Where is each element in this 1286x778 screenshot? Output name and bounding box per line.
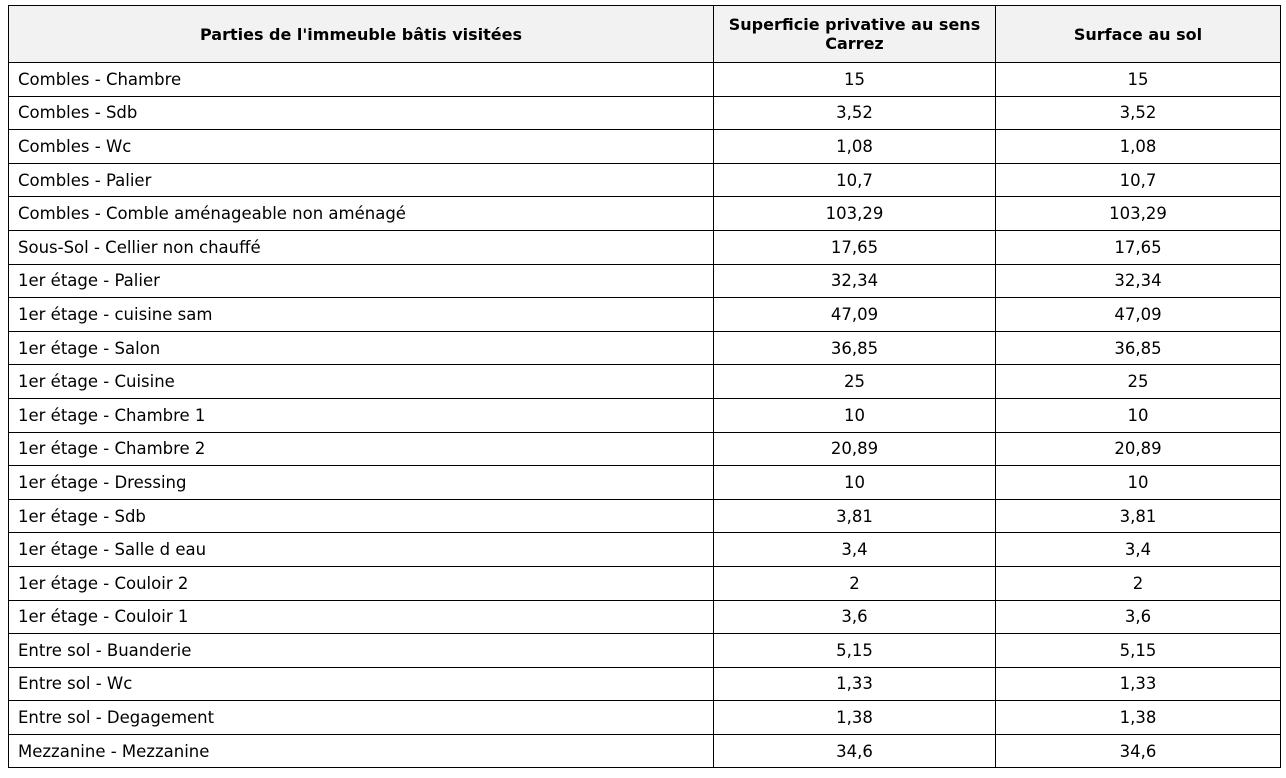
row-label: Mezzanine - Mezzanine xyxy=(9,734,714,768)
row-carrez-value: 1,38 xyxy=(714,701,996,735)
row-label: Combles - Wc xyxy=(9,130,714,164)
table-row xyxy=(9,163,1281,197)
table-row xyxy=(9,734,1281,768)
row-carrez-value: 5,15 xyxy=(714,634,996,668)
row-carrez-value: 10,7 xyxy=(714,163,996,197)
row-label: 1er étage - Salon xyxy=(9,331,714,365)
row-sol-value: 25 xyxy=(996,365,1281,399)
row-carrez-value: 10 xyxy=(714,398,996,432)
row-carrez-value: 103,29 xyxy=(714,197,996,231)
row-label: 1er étage - Cuisine xyxy=(9,365,714,399)
row-sol-value: 10,7 xyxy=(996,163,1281,197)
row-sol-value: 2 xyxy=(996,566,1281,600)
row-sol-value: 10 xyxy=(996,466,1281,500)
row-sol-value: 1,38 xyxy=(996,701,1281,735)
row-label: Entre sol - Buanderie xyxy=(9,634,714,668)
row-carrez-value: 32,34 xyxy=(714,264,996,298)
row-sol-value: 34,6 xyxy=(996,734,1281,768)
header-parties: Parties de l'immeuble bâtis visitées xyxy=(9,6,714,63)
row-sol-value: 10 xyxy=(996,398,1281,432)
row-label: Entre sol - Degagement xyxy=(9,701,714,735)
table-row xyxy=(9,634,1281,668)
table-row xyxy=(9,667,1281,701)
surface-table xyxy=(8,5,1281,768)
row-label: 1er étage - Couloir 2 xyxy=(9,566,714,600)
table-row xyxy=(9,365,1281,399)
row-sol-value: 47,09 xyxy=(996,298,1281,332)
row-label: 1er étage - Chambre 2 xyxy=(9,432,714,466)
row-carrez-value: 34,6 xyxy=(714,734,996,768)
row-carrez-value: 17,65 xyxy=(714,230,996,264)
row-sol-value: 1,33 xyxy=(996,667,1281,701)
table-row xyxy=(9,63,1281,97)
row-carrez-value: 3,4 xyxy=(714,533,996,567)
row-label: 1er étage - Palier xyxy=(9,264,714,298)
row-label: Combles - Sdb xyxy=(9,96,714,130)
row-carrez-value: 3,52 xyxy=(714,96,996,130)
row-sol-value: 32,34 xyxy=(996,264,1281,298)
table-row xyxy=(9,566,1281,600)
table-row xyxy=(9,432,1281,466)
table-row xyxy=(9,298,1281,332)
row-carrez-value: 47,09 xyxy=(714,298,996,332)
row-label: 1er étage - Chambre 1 xyxy=(9,398,714,432)
table-row xyxy=(9,466,1281,500)
row-label: Combles - Palier xyxy=(9,163,714,197)
row-label: 1er étage - Salle d eau xyxy=(9,533,714,567)
row-sol-value: 103,29 xyxy=(996,197,1281,231)
table-row xyxy=(9,197,1281,231)
row-carrez-value: 2 xyxy=(714,566,996,600)
table-row xyxy=(9,96,1281,130)
row-sol-value: 36,85 xyxy=(996,331,1281,365)
table-row xyxy=(9,264,1281,298)
row-label: 1er étage - Couloir 1 xyxy=(9,600,714,634)
header-surface-sol: Surface au sol xyxy=(996,6,1281,63)
row-sol-value: 3,81 xyxy=(996,499,1281,533)
row-sol-value: 1,08 xyxy=(996,130,1281,164)
row-sol-value: 17,65 xyxy=(996,230,1281,264)
header-superficie-carrez: Superficie privative au sens Carrez xyxy=(714,6,996,63)
table-body xyxy=(9,63,1281,768)
table-header xyxy=(9,6,1281,63)
row-sol-value: 20,89 xyxy=(996,432,1281,466)
table-row xyxy=(9,398,1281,432)
table-row xyxy=(9,230,1281,264)
surface-table-container xyxy=(8,5,1281,768)
row-carrez-value: 20,89 xyxy=(714,432,996,466)
row-label: Entre sol - Wc xyxy=(9,667,714,701)
row-label: Sous-Sol - Cellier non chauffé xyxy=(9,230,714,264)
row-carrez-value: 1,08 xyxy=(714,130,996,164)
table-row xyxy=(9,130,1281,164)
table-row xyxy=(9,499,1281,533)
row-label: 1er étage - Dressing xyxy=(9,466,714,500)
table-row xyxy=(9,701,1281,735)
table-row xyxy=(9,600,1281,634)
row-carrez-value: 3,81 xyxy=(714,499,996,533)
row-sol-value: 3,4 xyxy=(996,533,1281,567)
row-label: Combles - Comble aménageable non aménagé xyxy=(9,197,714,231)
table-row xyxy=(9,533,1281,567)
row-carrez-value: 3,6 xyxy=(714,600,996,634)
row-carrez-value: 25 xyxy=(714,365,996,399)
row-sol-value: 3,52 xyxy=(996,96,1281,130)
row-label: 1er étage - Sdb xyxy=(9,499,714,533)
row-sol-value: 3,6 xyxy=(996,600,1281,634)
row-label: Combles - Chambre xyxy=(9,63,714,97)
row-label: 1er étage - cuisine sam xyxy=(9,298,714,332)
row-carrez-value: 10 xyxy=(714,466,996,500)
row-carrez-value: 1,33 xyxy=(714,667,996,701)
row-sol-value: 15 xyxy=(996,63,1281,97)
table-row xyxy=(9,331,1281,365)
row-carrez-value: 15 xyxy=(714,63,996,97)
row-sol-value: 5,15 xyxy=(996,634,1281,668)
row-carrez-value: 36,85 xyxy=(714,331,996,365)
header-row xyxy=(9,6,1281,63)
